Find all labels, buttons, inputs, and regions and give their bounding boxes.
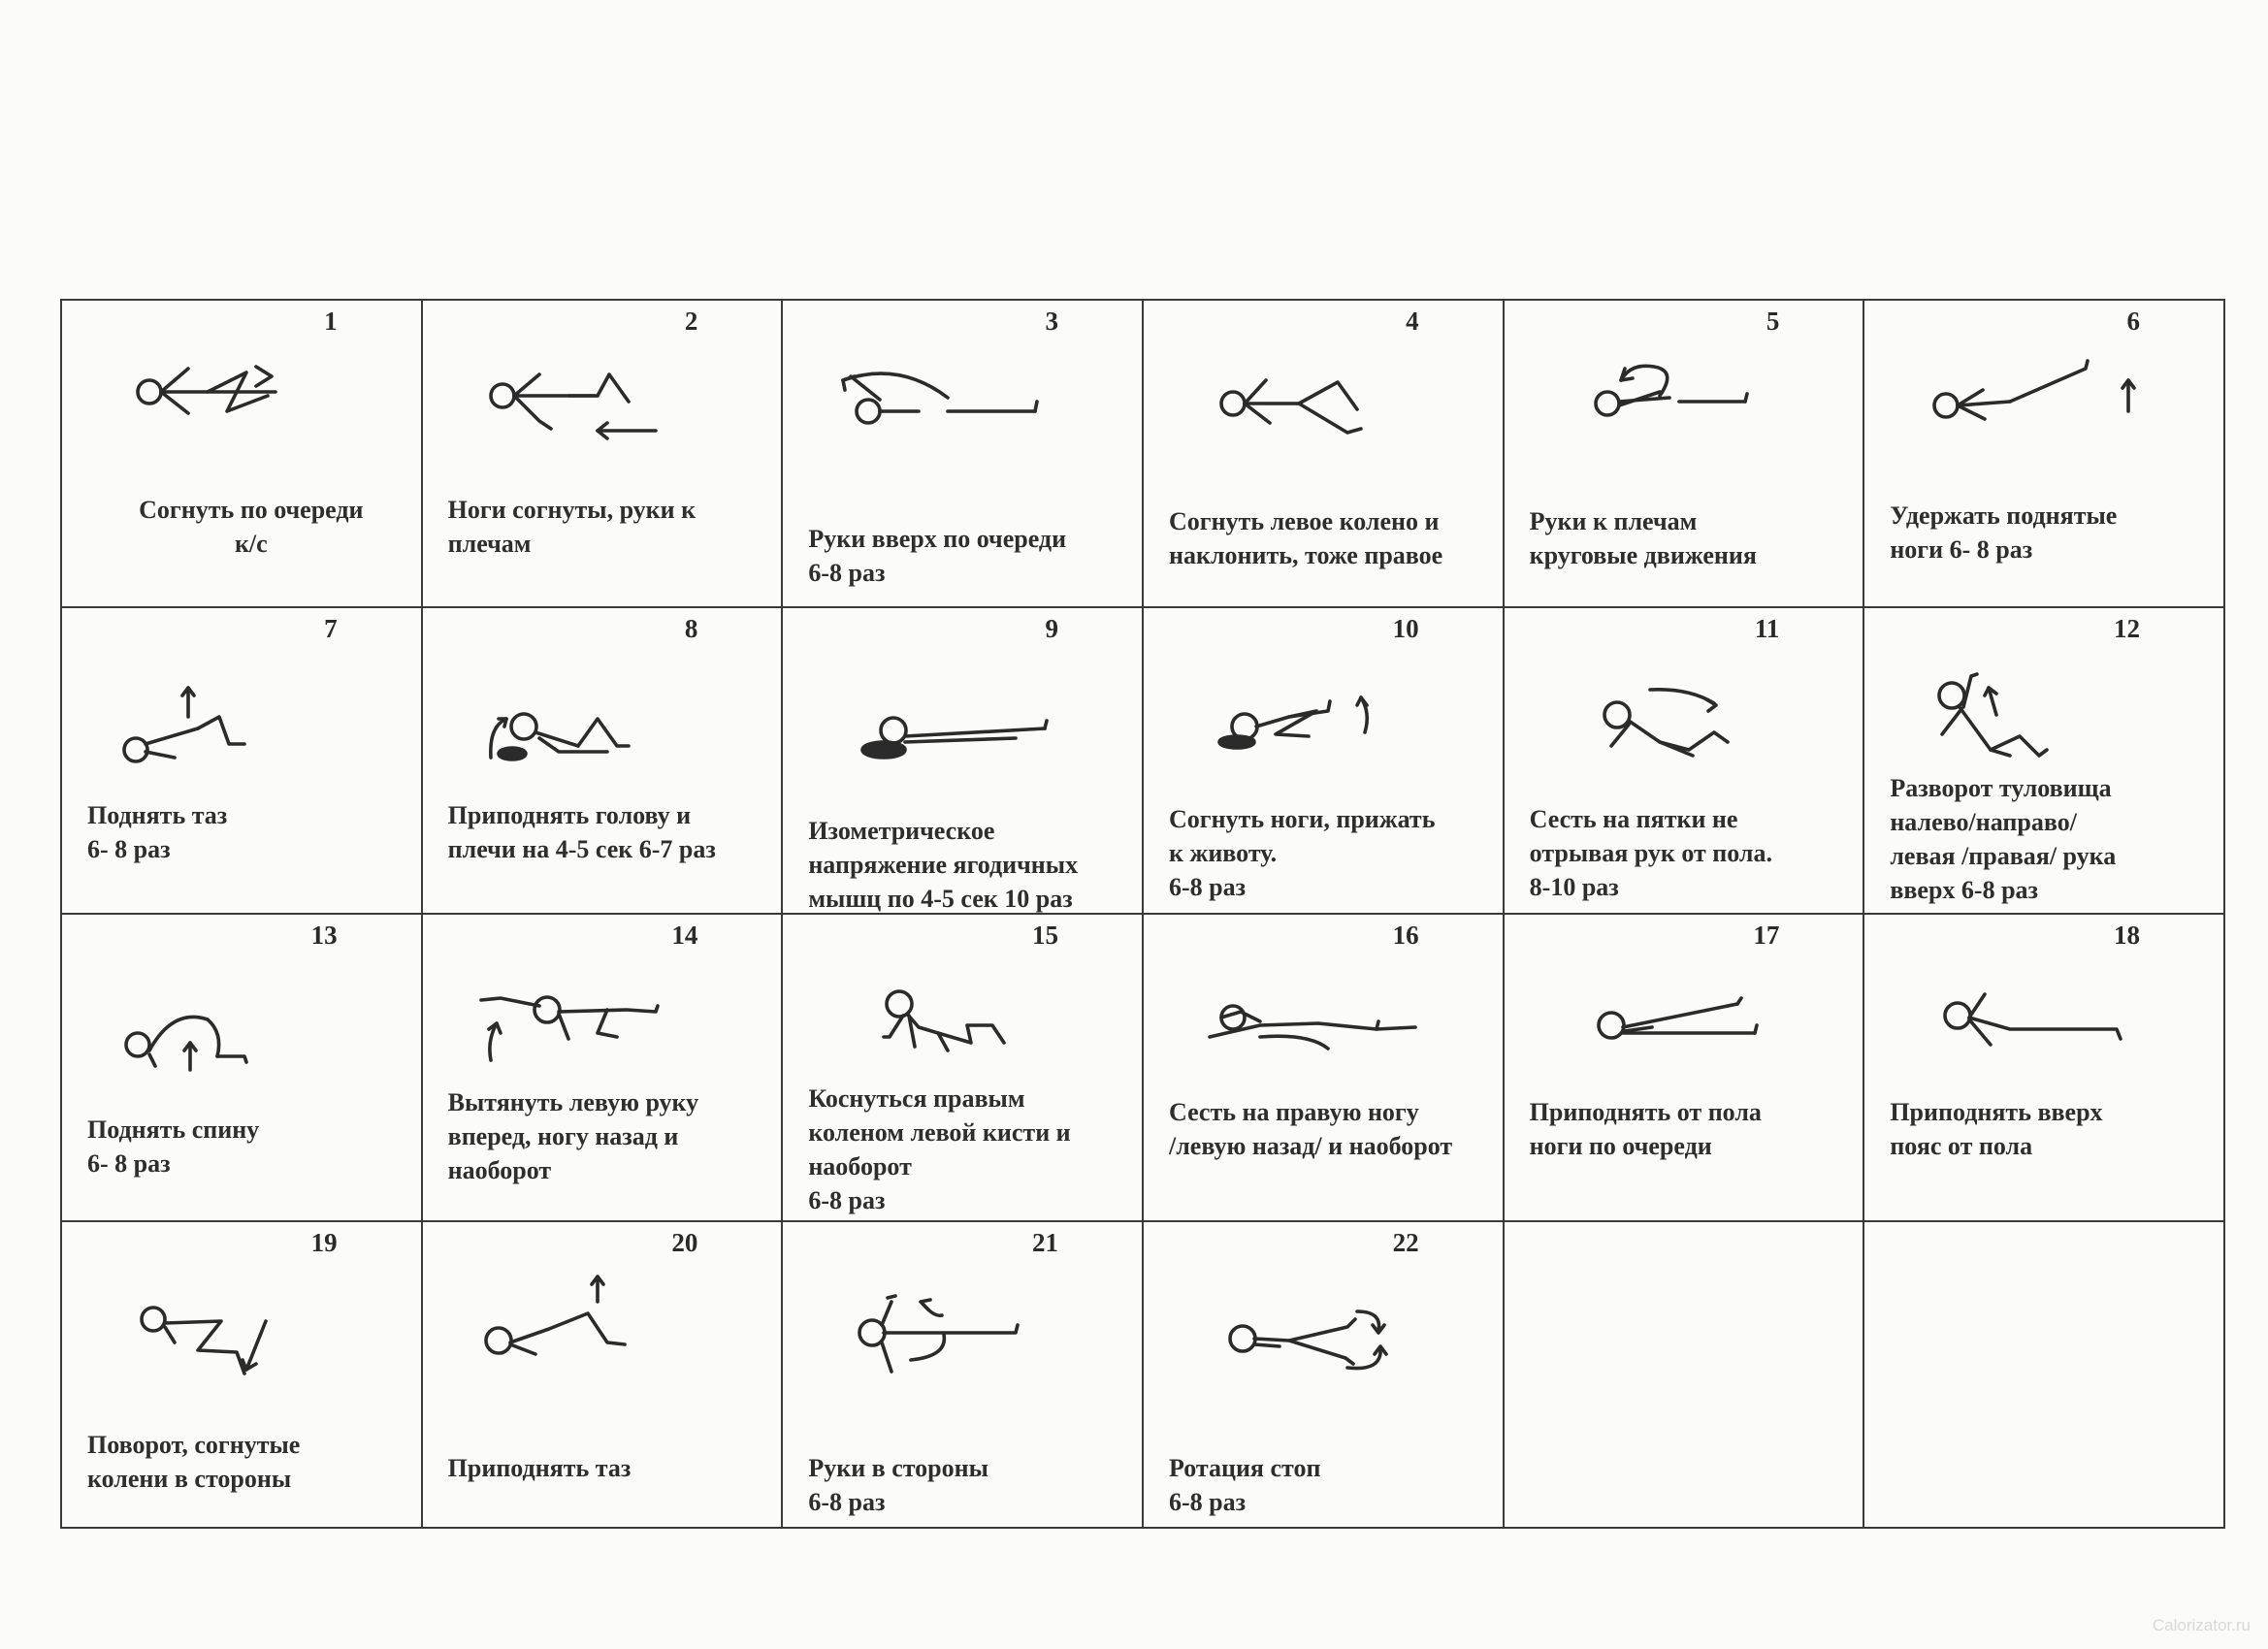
exercise-caption: Руки к плечам круговые движения	[1529, 507, 1757, 569]
exercise-cell-3	[783, 301, 1144, 608]
exercise-number: 12	[2113, 613, 2140, 643]
exercise-number: 19	[310, 1227, 338, 1257]
exercise-caption: Поворот, согнутые колени в стороны	[87, 1430, 301, 1493]
exercise-number: 8	[684, 613, 698, 643]
exercise-cell-9	[783, 608, 1144, 916]
exercise-caption: Согнуть по очереди к/с	[139, 496, 364, 558]
exercise-caption: Приподнять вверх пояс от пола	[1890, 1098, 2103, 1160]
exercise-cell-17	[1505, 915, 1865, 1222]
stick-figure-kneel-side-icon	[1183, 955, 1474, 1101]
stick-figure-knee-to-hand-icon	[822, 955, 1113, 1101]
exercise-cell-4	[1144, 301, 1505, 608]
exercise-cell-8	[423, 608, 784, 916]
exercise-number: 5	[1766, 307, 1780, 336]
exercise-caption: Разворот туловища налево/направо/ левая /правая/ рука вверх 6-8 раз	[1890, 773, 2117, 904]
exercise-number: 7	[324, 613, 338, 643]
exercise-number: 10	[1392, 613, 1419, 643]
stick-figure-sit-on-heels-icon	[1543, 649, 1834, 794]
exercise-number: 22	[1392, 1227, 1419, 1257]
exercise-cell-11	[1505, 608, 1865, 916]
exercise-number: 15	[1031, 921, 1058, 950]
exercise-number: 14	[671, 921, 698, 950]
exercise-cell-20	[423, 1222, 784, 1530]
exercise-cell-13	[62, 915, 423, 1222]
exercise-number: 3	[1045, 307, 1058, 336]
stick-figure-leg-raise-icon	[1543, 955, 1834, 1101]
exercise-number: 13	[310, 921, 338, 950]
exercise-cell-12	[1864, 608, 2225, 916]
stick-figure-knees-to-chest-icon	[1183, 649, 1474, 794]
exercise-caption: Удержать поднятые ноги 6- 8 раз	[1890, 501, 2118, 564]
exercise-cell-1	[62, 301, 423, 608]
exercise-number: 1	[324, 307, 338, 336]
exercise-number: 9	[1045, 613, 1058, 643]
exercise-caption: Сесть на пятки не отрывая рук от пола. 8-10 раз	[1529, 804, 1773, 901]
stick-figure-knees-bent-icon	[462, 341, 753, 487]
exercise-caption: Поднять таз 6- 8 раз	[87, 800, 228, 863]
exercise-caption: Сесть на правую ногу /левую назад/ и наоборот	[1168, 1098, 1453, 1160]
exercise-caption: Вытянуть левую руку вперед, ногу назад и наоборот	[447, 1088, 699, 1184]
stick-figure-bird-dog-icon	[462, 955, 753, 1101]
exercise-number: 18	[2113, 921, 2140, 950]
exercise-caption: Приподнять от пола ноги по очереди	[1529, 1098, 1762, 1160]
exercise-cell-5	[1505, 301, 1865, 608]
exercise-cell-22	[1144, 1222, 1505, 1530]
exercise-cell-6	[1864, 301, 2225, 608]
exercise-cell-21	[783, 1222, 1144, 1530]
exercise-cell-19	[62, 1222, 423, 1530]
stick-figure-hip-raise-icon	[1903, 955, 2194, 1101]
stick-figure-bridge-icon	[462, 1263, 753, 1408]
exercise-cell-10	[1144, 608, 1505, 916]
stick-figure-isometric-icon	[822, 649, 1113, 794]
stick-figure-back-lift-icon	[101, 955, 392, 1101]
exercise-caption: Приподнять голову и плечи на 4-5 сек 6-7 раз	[447, 800, 716, 863]
stick-figure-arms-up-icon	[822, 341, 1113, 487]
exercise-number: 21	[1031, 1227, 1058, 1257]
stick-figure-head-lift-icon	[462, 649, 753, 794]
exercise-caption: Руки в стороны 6-8 раз	[808, 1453, 988, 1516]
stick-figure-knee-rotation-icon	[101, 1263, 392, 1408]
exercise-caption: Ротация стоп 6-8 раз	[1168, 1453, 1321, 1516]
exercise-caption: Согнуть левое колено и наклонить, тоже правое	[1168, 507, 1443, 569]
exercise-number: 4	[1406, 307, 1419, 336]
stick-figure-pelvis-lift-icon	[101, 649, 392, 794]
empty-cell	[1864, 1222, 2225, 1530]
exercise-cell-15	[783, 915, 1144, 1222]
stick-figure-knee-tilt-icon	[1183, 341, 1474, 487]
exercise-cell-16	[1144, 915, 1505, 1222]
stick-figure-shoulder-circles-icon	[1543, 341, 1834, 487]
exercise-number: 20	[671, 1227, 698, 1257]
exercise-number: 16	[1392, 921, 1419, 950]
exercise-number: 2	[684, 307, 698, 336]
exercise-cell-7	[62, 608, 423, 916]
exercise-caption: Руки вверх по очереди 6-8 раз	[808, 525, 1067, 587]
exercise-caption: Ноги согнуты, руки к плечам	[447, 496, 697, 558]
stick-figure-foot-rotation-icon	[1183, 1263, 1474, 1408]
empty-cell	[1505, 1222, 1865, 1530]
watermark: Calorizator.ru	[2152, 1616, 2251, 1634]
exercise-cell-18	[1864, 915, 2225, 1222]
exercise-caption: Поднять спину 6- 8 раз	[87, 1116, 260, 1178]
exercise-number: 11	[1754, 613, 1780, 643]
exercise-caption: Приподнять таз	[447, 1453, 632, 1482]
exercise-caption: Согнуть ноги, прижать к животу. 6-8 раз	[1168, 804, 1436, 901]
exercise-table	[60, 299, 2225, 1529]
stick-figure-legs-raised-icon	[1903, 341, 2194, 487]
exercise-caption: Изометрическое напряжение ягодичных мышц по 4-5 сек 10 раз	[808, 816, 1079, 913]
exercise-number: 17	[1753, 921, 1780, 950]
stick-figure-bent-legs-icon	[101, 341, 392, 487]
exercise-cell-2	[423, 301, 784, 608]
exercise-caption: Коснуться правым коленом левой кисти и наоборот 6-8 раз	[808, 1084, 1071, 1214]
stick-figure-arms-sides-icon	[822, 1263, 1113, 1408]
exercise-cell-14	[423, 915, 784, 1222]
exercise-number: 6	[2126, 307, 2140, 336]
